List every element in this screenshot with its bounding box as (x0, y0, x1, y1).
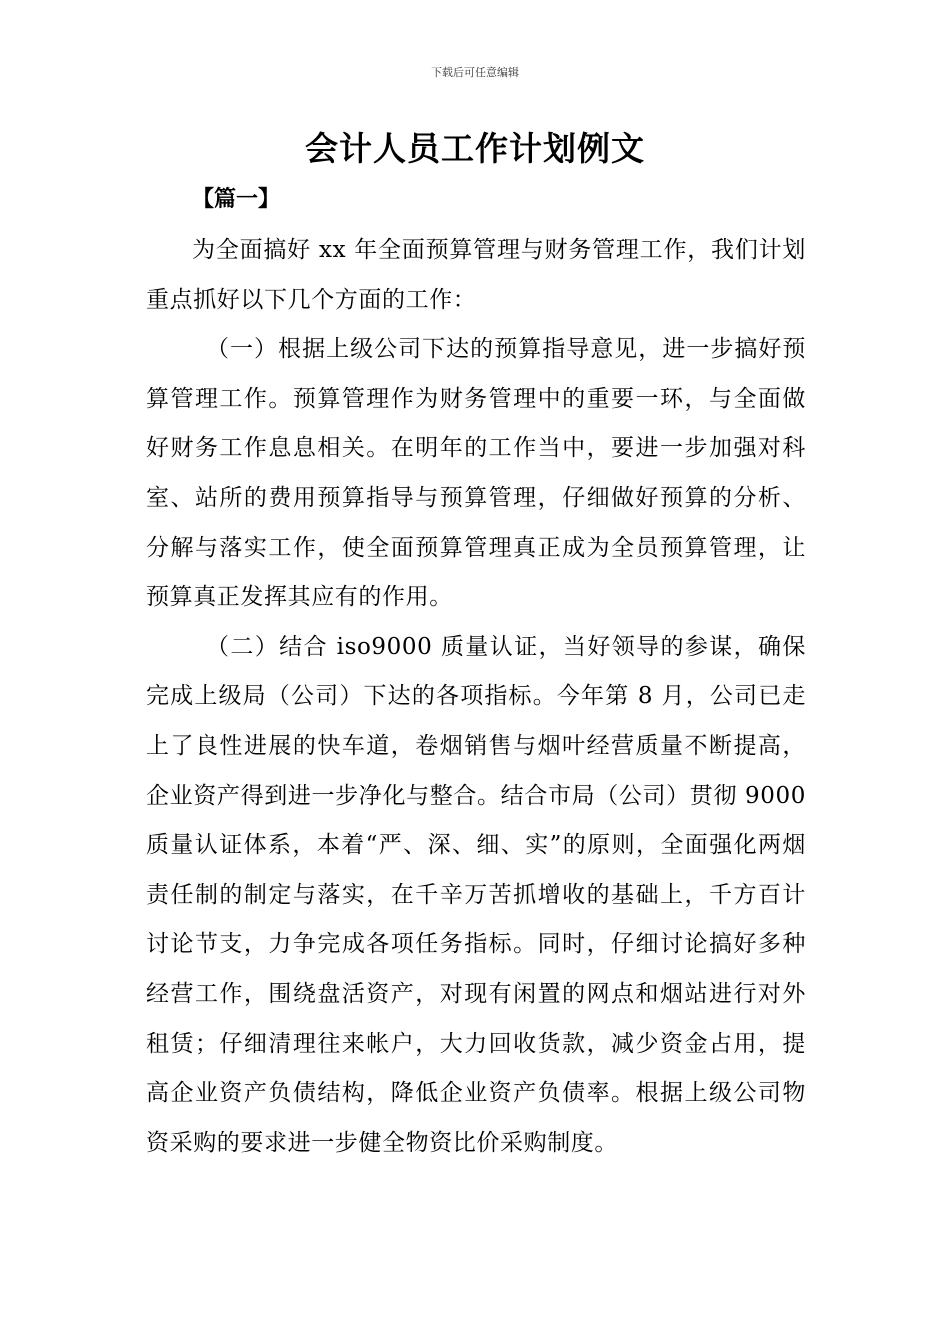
section-label: 【篇一】 (192, 187, 281, 212)
header-note: 下载后可任意编辑 (431, 66, 519, 79)
paragraph-item-1: （一）根据上级公司下达的预算指导意见，进一步搞好预算管理工作。预算管理作为财务管理中的重要一环，与全面做好财务工作息息相关。在明年的工作当中，要进一步加强对科室、站所的费用预算指导与预算管理，仔细做好预算的分析、分解与落实工作，使全面预算管理真正成为全员预算管理，让预算真正发挥其应有的作用。 (146, 336, 806, 611)
document-body (146, 226, 806, 1168)
document-title: 会计人员工作计划例文 (305, 129, 645, 168)
paragraph-intro: 为全面搞好 xx 年全面预算管理与财务管理工作，我们计划重点抓好以下几个方面的工作： (146, 237, 806, 313)
paragraph-item-2: （二）结合 iso9000 质量认证，当好领导的参谋，确保完成上级局（公司）下达的各项指标。今年第 8 月，公司已走上了良性进展的快车道，卷烟销售与烟叶经营质量不断提高，企业资产得到进一步净化与整合。结合市局（公司）贯彻 9000 质量认证体系，本着“严、深、细、实”的原则，全面强化两烟责任制的制定与落实，在千辛万苦抓增收的基础上，千方百计讨论节支，力争完成各项任务指标。同时，仔细讨论搞好多种经营工作，围绕盘活资产，对现有闲置的网点和烟站进行对外租赁；仔细清理往来帐户，大力回收货款，减少资金占用，提高企业资产负债结构，降低企业资产负债率。根据上级公司物资采购的要求进一步健全物资比价采购制度。 (146, 633, 806, 1156)
